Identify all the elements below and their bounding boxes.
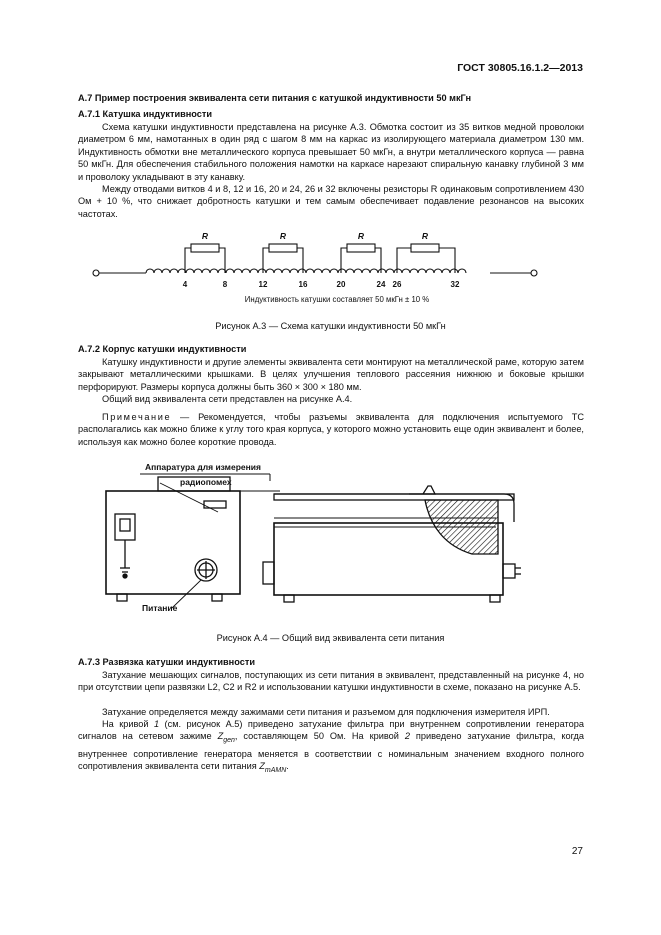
tap-label-16: 16: [298, 280, 308, 289]
side-handle: [409, 486, 435, 494]
paragraph-a72-1: Катушку индуктивности и другие элементы эквивалента сети монтируют на металлической раме, которую затем закрывают металлическими крышками. В целях улучшения теплового рассеяния нижнюю и боковые крышки перфорируют. Размеры корпуса должны быть 360 × 300 × 180 мм.: [78, 357, 584, 392]
section-a71-title: А.7.1 Катушка индуктивности: [78, 109, 213, 119]
paragraph-a71-1: Схема катушки индуктивности представлена на рисунке А.3. Обмотка состоит из 35 витков медной проволоки диаметром 6 мм, намотанных в один ряд с шагом 8 мм на каркас из изолирующего материала диаметром 130 мм. Индуктивность обмотки вне металлического корпуса превышает 50 мкГн, а внутри металлического корпуса — равна 50 мкГн. Для обеспечения стабильного положения намотки на каркасе нарезают спиральную канавку глубиной 3 мм и проволоку укладывают в эту канавку.: [78, 122, 584, 182]
note-text: — Рекомендуется, чтобы разъемы эквивалента для подключения испытуемого ТС располагались как можно ближе к углу того края корпуса, у которого можно установить еще один эквивалент и более, используя как можно более короткие провода.: [78, 412, 584, 447]
side-lid: [274, 494, 514, 500]
tap-label-26: 26: [392, 280, 402, 289]
inductance-note: Индуктивность катушки составляет 50 мкГн ± 10 %: [244, 295, 430, 304]
section-a73-title: А.7.3 Развязка катушки индуктивности: [78, 657, 255, 667]
figure-a4-caption: Рисунок А.4 — Общий вид эквивалента сети питания: [216, 633, 445, 643]
rf-connector-plate: [115, 514, 135, 540]
tap-label-8: 8: [222, 280, 228, 289]
figure-a3-schematic: [88, 226, 548, 310]
resistor-4-label: R: [421, 231, 429, 241]
resistor-2: [269, 244, 297, 252]
p3-text-a: На кривой: [102, 719, 154, 729]
label-power-supply: Питание: [142, 603, 178, 613]
coil-winding: [146, 269, 466, 273]
document-code: ГОСТ 30805.16.1.2—2013: [457, 62, 583, 74]
side-foot-left: [284, 595, 294, 602]
paragraph-a71-2: Между отводами витков 4 и 8, 12 и 16, 20 и 24, 26 и 32 включены резисторы R одинаковым сопротивлением 430 Ом + 10 %, что снижает добротность катушки и тем самым обеспечивает подавление резонансов на высоких частотах.: [78, 184, 584, 219]
z-mamn-symbol: Z: [259, 761, 265, 772]
resistor-1: [191, 244, 219, 252]
tap-label-4: 4: [182, 280, 188, 289]
p3-text-b: (см. рисунок А.5) приведено затухание фильтра при внутреннем сопротивлении генератора сигналов на сетевом зажиме: [78, 719, 584, 742]
z-mamn-subscript: mAMN: [264, 766, 287, 774]
resistor-4: [411, 244, 439, 252]
p3-text-e: .: [286, 761, 289, 772]
z-gen-symbol: Z: [217, 731, 224, 742]
paragraph-a73-1: Затухание мешающих сигналов, поступающих из сети питания в эквивалент, представленный на рисунке 4, но при отсутствии цепи развязки L2, C2 и R2 и использовании катушки индуктивности в схеме, показано на рисунке А.5.: [78, 670, 584, 693]
curve-2-ref: 2: [404, 731, 410, 742]
z-gen-subscript: gen: [223, 737, 235, 745]
front-foot-left: [117, 594, 127, 601]
note-label: Примечание: [102, 412, 172, 422]
p3-text-c: , составляющем 50 Ом. На кривой: [234, 731, 405, 742]
side-connector-left: [263, 562, 274, 584]
paragraph-a72-2: Общий вид эквивалента сети представлен на рисунке А.4.: [102, 394, 353, 404]
section-a7-title: А.7 Пример построения эквивалента сети питания с катушкой индуктивности 50 мкГн: [78, 93, 472, 103]
ground-terminal: [123, 574, 127, 578]
rf-connector: [120, 519, 130, 531]
front-housing: [106, 491, 240, 594]
tap-label-20: 20: [336, 280, 346, 289]
paragraph-a73-2: Затухание определяется между зажимами сети питания и разъемом для подключения измерителя ИРП.: [102, 707, 550, 717]
tap-label-12: 12: [258, 280, 268, 289]
p3-text-d: приведено затухание фильтра, когда внутреннее сопротивление генератора меняется в соответствии с номинальным значением входного полного сопротивления эквивалента сети питания: [78, 731, 584, 772]
left-terminal: [93, 270, 99, 276]
paragraph-a73-3: [78, 718, 584, 777]
label-radio-interference: радиопомех: [180, 477, 232, 487]
note-paragraph: [78, 411, 584, 448]
section-a72-title: А.7.2 Корпус катушки индуктивности: [78, 344, 247, 354]
resistor-3: [347, 244, 375, 252]
label-measuring-apparatus: Аппаратура для измерения: [145, 462, 261, 472]
coil-cutaway-section: [425, 500, 498, 554]
page-number: 27: [571, 846, 583, 857]
resistor-3-label: R: [357, 231, 365, 241]
figure-a4-drawing: [100, 456, 560, 626]
figure-a3-caption: Рисунок А.3 — Схема катушки индуктивности 50 мкГн: [215, 321, 446, 331]
side-connector-right: [503, 564, 515, 578]
resistor-2-label: R: [279, 231, 287, 241]
curve-1-ref: 1: [153, 719, 160, 729]
tap-label-32: 32: [450, 280, 460, 289]
tap-label-24: 24: [376, 280, 386, 289]
side-foot-right: [490, 595, 500, 602]
front-foot-right: [212, 594, 222, 601]
resistor-1-label: R: [201, 231, 209, 241]
right-terminal: [531, 270, 537, 276]
